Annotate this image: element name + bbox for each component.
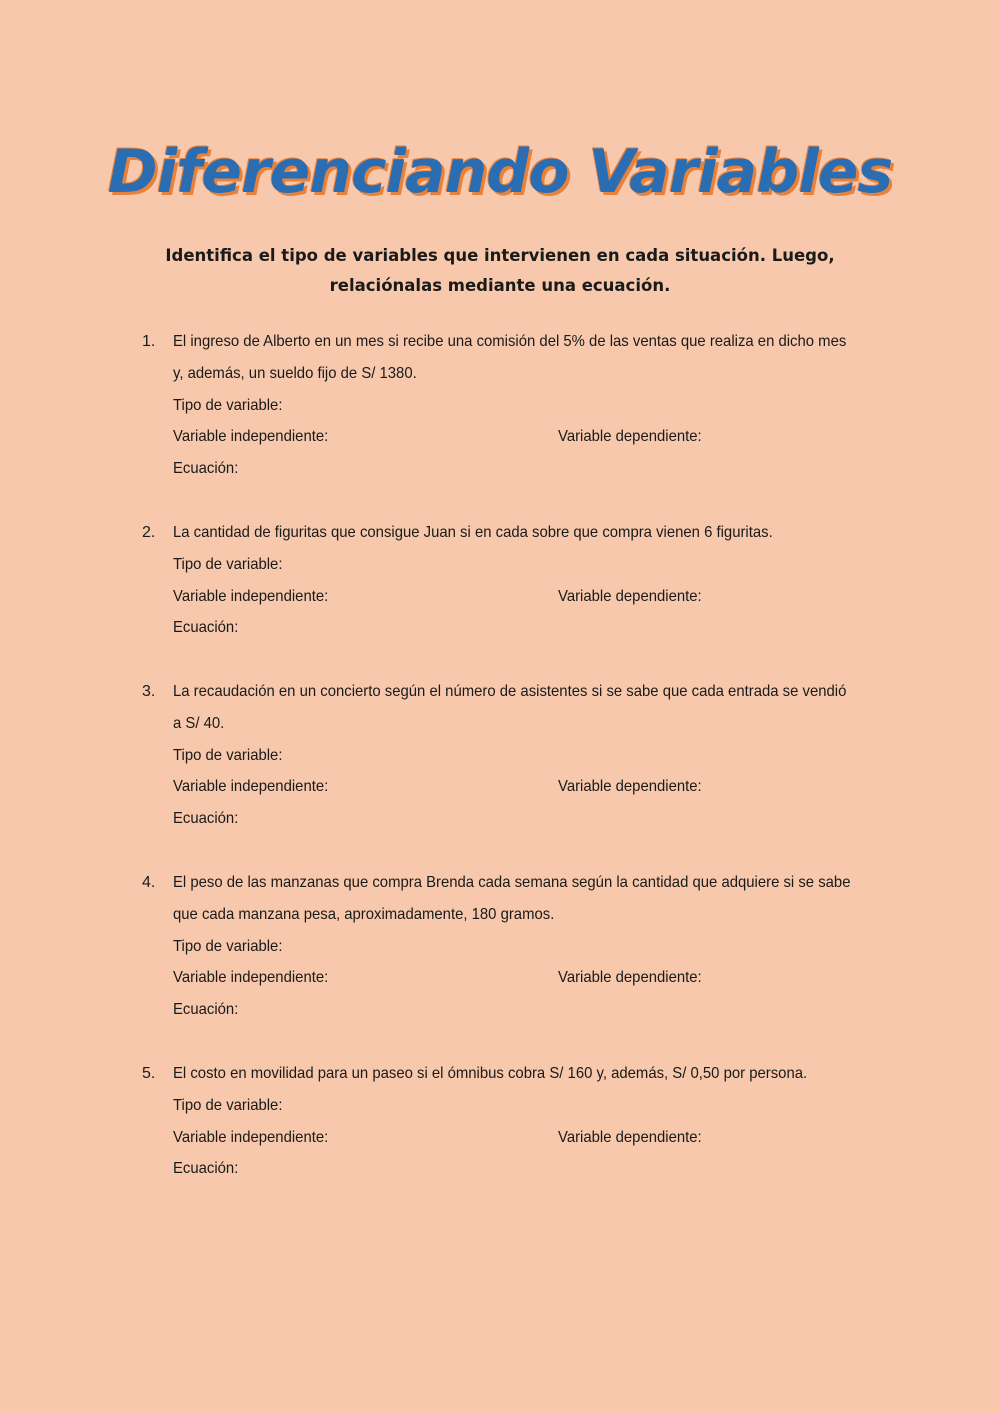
- ecuacion-label: Ecuación:: [173, 1160, 239, 1178]
- variable-dependiente-label: Variable dependiente:: [558, 587, 702, 605]
- variable-independiente-label: Variable independiente:: [173, 428, 329, 446]
- ecuacion-label: Ecuación:: [173, 810, 239, 828]
- tipo-variable-label: Tipo de variable:: [173, 1096, 283, 1114]
- variable-dependiente-label: Variable dependiente:: [558, 1128, 702, 1146]
- item-text-line: que cada manzana pesa, aproximadamente, 180 gramos.: [173, 905, 555, 923]
- item-number: 4.: [142, 874, 156, 891]
- item-text-line: El ingreso de Alberto en un mes si recibe una comisión del 5% de las ventas que realiza en dicho mes: [173, 333, 847, 350]
- item-number: 2.: [142, 524, 156, 541]
- item-number: 5.: [142, 1065, 156, 1082]
- item-number: 3.: [142, 683, 156, 700]
- ecuacion-label: Ecuación:: [173, 619, 239, 637]
- tipo-variable-label: Tipo de variable:: [173, 746, 283, 764]
- item-number: 1.: [142, 333, 156, 350]
- variable-independiente-label: Variable independiente:: [173, 969, 329, 987]
- instructions: Identifica el tipo de variables que intervienen en cada situación. Luego, relaciónalas mediante una ecuación.: [165, 246, 835, 295]
- variable-dependiente-label: Variable dependiente:: [558, 969, 702, 987]
- tipo-variable-label: Tipo de variable:: [173, 555, 283, 573]
- variable-independiente-label: Variable independiente:: [173, 587, 329, 605]
- tipo-variable-label: Tipo de variable:: [173, 396, 283, 414]
- item-text-line: La cantidad de figuritas que consigue Juan si en cada sobre que compra vienen 6 figuritas.: [173, 524, 773, 541]
- variable-dependiente-label: Variable dependiente:: [558, 428, 702, 446]
- page-title: Diferenciando Variables: [107, 137, 893, 207]
- ecuacion-label: Ecuación:: [173, 1001, 239, 1019]
- item-text-line: y, además, un sueldo fijo de S/ 1380.: [173, 364, 417, 382]
- variable-dependiente-label: Variable dependiente:: [558, 778, 702, 796]
- item-text-line: a S/ 40.: [173, 714, 225, 732]
- variable-independiente-label: Variable independiente:: [173, 1128, 329, 1146]
- variable-independiente-label: Variable independiente:: [173, 778, 329, 796]
- item-text-line: El costo en movilidad para un paseo si el ómnibus cobra S/ 160 y, además, S/ 0,50 por persona.: [173, 1065, 808, 1082]
- item-text-line: La recaudación en un concierto según el número de asistentes si se sabe que cada entrada se vendió: [173, 683, 847, 700]
- tipo-variable-label: Tipo de variable:: [173, 937, 283, 955]
- item-text-line: El peso de las manzanas que compra Brenda cada semana según la cantidad que adquiere si se sabe: [173, 874, 851, 891]
- ecuacion-label: Ecuación:: [173, 460, 239, 478]
